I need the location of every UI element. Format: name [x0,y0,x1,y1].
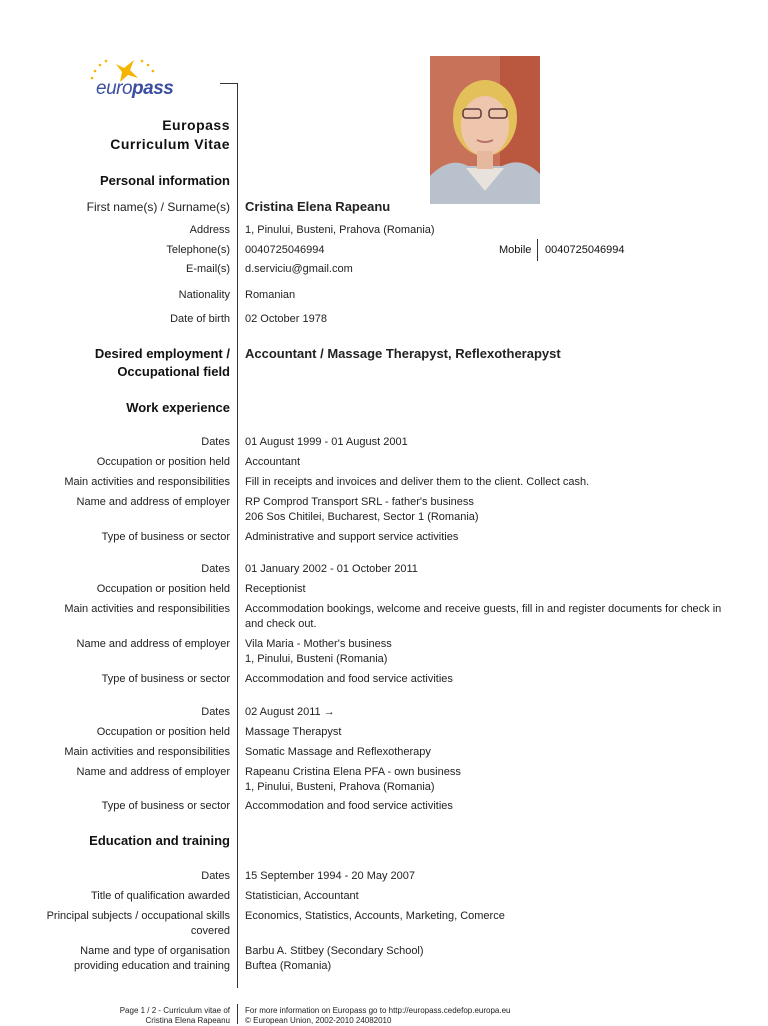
footer-divider [237,1004,238,1024]
job2-sector-label: Type of business or sector [101,673,230,685]
edu-subjects-label-line1: Principal subjects / occupational skills [46,910,230,922]
nationality-label: Nationality [178,289,230,301]
desired-employment-heading-line1: Desired employment / [94,346,230,361]
logo-text-bold: pass [132,78,174,99]
job2-occupation-label: Occupation or position held [96,583,230,595]
mobile-value: 0040725046994 [545,244,625,256]
job3-employer-line2: 1, Pinului, Busteni, Prahova (Romania) [245,781,435,793]
job1-activities-label: Main activities and responsibilities [64,476,230,488]
job3-employer-line1: Rapeanu Cristina Elena PFA - own business [245,766,461,778]
edu-dates-value: 15 September 1994 - 20 May 2007 [245,870,416,882]
footer-page-info-line1: Page 1 / 2 - Curriculum vitae of [119,1006,230,1015]
job3-occupation-label: Occupation or position held [96,726,230,738]
edu-org-value-line2: Buftea (Romania) [245,960,332,972]
profile-photo [430,56,540,204]
job1-employer-label: Name and address of employer [76,496,230,508]
mobile-divider [537,239,538,261]
dob-value: 02 October 1978 [245,313,327,325]
job1-occupation-label: Occupation or position held [96,456,230,468]
job3-employer-label: Name and address of employer [76,766,230,778]
edu-subjects-label-line2: covered [190,925,230,937]
edu-org-label-line1: Name and type of organisation [80,945,230,957]
job3-activities-value: Somatic Massage and Reflexotherapy [245,746,431,758]
job2-sector-value: Accommodation and food service activities [245,673,453,685]
cv-title-line1: Europass [162,117,230,133]
job3-dates-label: Dates [201,706,230,718]
footer-copyright: © European Union, 2002-2010 24082010 [245,1016,392,1025]
job3-occupation-value: Massage Therapyst [245,726,342,738]
job1-activities-value: Fill in receipts and invoices and deliver them to the client. Collect cash. [245,476,590,488]
job1-sector-value: Administrative and support service activities [245,531,459,543]
job2-employer-line1: Vila Maria - Mother's business [245,638,392,650]
edu-title-value: Statistician, Accountant [245,890,359,902]
job1-sector-label: Type of business or sector [101,531,230,543]
telephone-label: Telephone(s) [166,244,230,256]
europass-logo [86,56,186,104]
edu-org-value-line1: Barbu A. Stitbey (Secondary School) [245,945,424,957]
address-value: 1, Pinului, Busteni, Prahova (Romania) [245,224,435,236]
job2-activities-label: Main activities and responsibilities [64,603,230,615]
main-divider-line [237,83,238,988]
job3-dates-value: 02 August 2011 → [245,706,335,718]
job2-activities-value: Accommodation bookings, welcome and receive guests, fill in and register documents for check in and check out. [245,603,722,630]
mobile-label: Mobile [499,244,532,256]
edu-dates-label: Dates [201,870,230,882]
nationality-value: Romanian [245,289,296,301]
edu-org-label-line2: providing education and training [74,960,230,972]
work-experience-heading: Work experience [126,400,230,415]
job1-employer-line1: RP Comprod Transport SRL - father's business [245,496,474,508]
job2-occupation-value: Receptionist [245,583,306,595]
edu-subjects-value: Economics, Statistics, Accounts, Marketing, Comerce [245,910,505,922]
job2-employer-label: Name and address of employer [76,638,230,650]
job3-sector-value: Accommodation and food service activities [245,800,453,812]
job2-dates-value: 01 January 2002 - 01 October 2011 [245,563,418,575]
job2-employer-line2: 1, Pinului, Busteni (Romania) [245,653,388,665]
name-value: Cristina Elena Rapeanu [245,199,391,214]
job3-sector-label: Type of business or sector [101,800,230,812]
job2-dates-label: Dates [201,563,230,575]
desired-employment-value: Accountant / Massage Therapyst, Reflexotherapyst [245,346,561,361]
job1-dates-label: Dates [201,436,230,448]
job1-employer-line2: 206 Sos Chitilei, Bucharest, Sector 1 (Romania) [245,511,479,523]
cv-title-line2: Curriculum Vitae [110,136,230,152]
job3-activities-label: Main activities and responsibilities [64,746,230,758]
edu-title-label: Title of qualification awarded [90,890,230,902]
telephone-value: 0040725046994 [245,244,325,256]
name-label: First name(s) / Surname(s) [86,200,230,214]
header-corner-line [220,83,238,84]
job1-occupation-value: Accountant [245,456,301,468]
education-heading: Education and training [89,833,230,848]
email-value[interactable]: d.serviciu@gmail.com [245,263,353,275]
logo-wordmark [96,78,173,100]
job1-dates-value: 01 August 1999 - 01 August 2001 [245,436,408,448]
desired-employment-heading-line2: Occupational field [117,364,230,379]
logo-text-plain: euro [96,78,133,99]
personal-info-heading: Personal information [99,173,230,188]
footer-page-info-line2: Cristina Elena Rapeanu [145,1016,230,1025]
footer-info-link[interactable]: For more information on Europass go to http://europass.cedefop.europa.eu [245,1006,511,1015]
dob-label: Date of birth [170,313,230,325]
address-label: Address [189,224,230,236]
email-label: E-mail(s) [186,263,230,275]
